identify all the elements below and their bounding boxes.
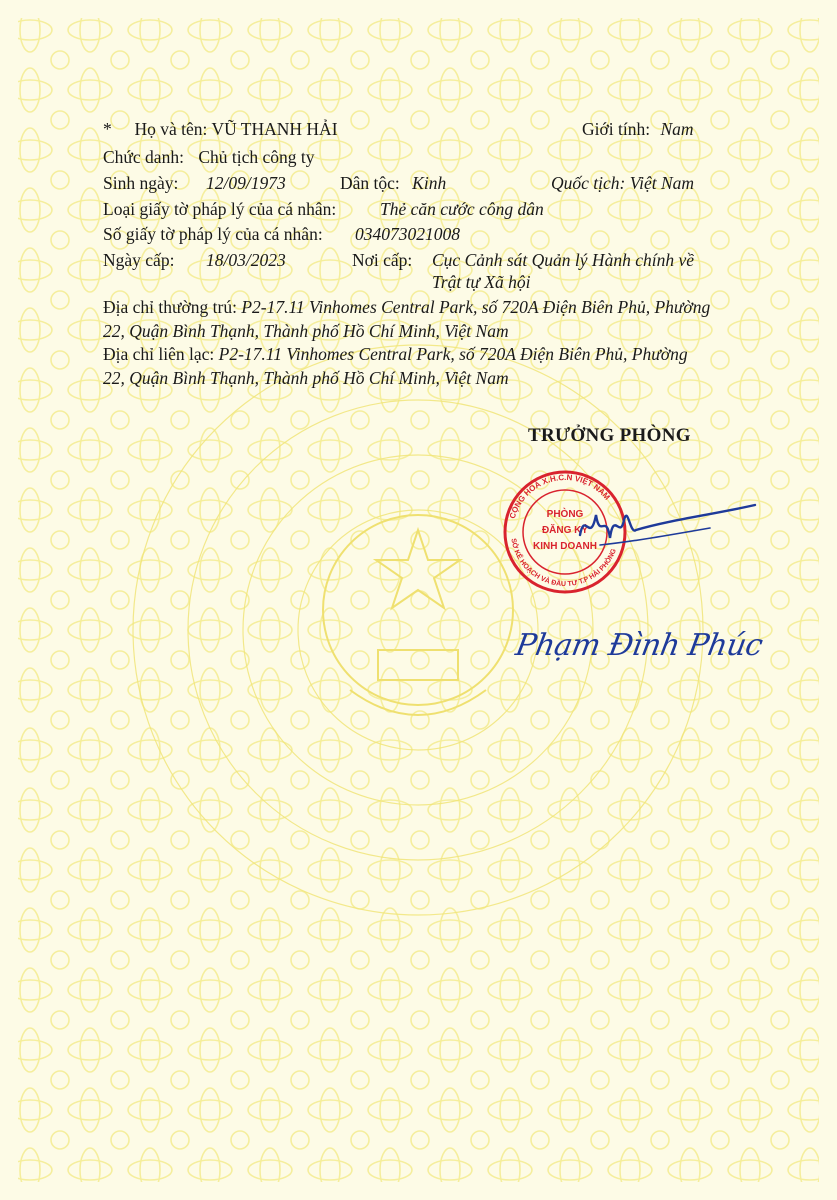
stamp-bottom-text: SỞ KẾ HOẠCH VÀ ĐẦU TƯ T.P HẢI PHÒNG [509, 537, 618, 589]
issue-date-label: Ngày cấp: [103, 250, 175, 270]
handwritten-signature-stroke [560, 490, 760, 570]
id-number-value: 034073021008 [355, 224, 460, 244]
issue-place-line2: Trật tự Xã hội [432, 272, 531, 292]
permanent-address-line2: 22, Quận Bình Thạnh, Thành phố Hồ Chí Minh, Việt Nam [103, 321, 509, 341]
gender-value: Nam [660, 119, 694, 139]
signer-title: TRƯỞNG PHÒNG [528, 425, 691, 446]
stamp-center-line1: PHÒNG [546, 509, 584, 520]
ethnicity-label: Dân tộc: [340, 173, 400, 193]
full-name: VŨ THANH HẢI [211, 119, 338, 139]
issue-date-value: 18/03/2023 [206, 250, 286, 270]
dob-label: Sinh ngày: [103, 173, 179, 193]
stamp-center-line2: ĐĂNG KÝ [541, 525, 589, 536]
id-type-label: Loại giấy tờ pháp lý của cá nhân: [103, 199, 337, 219]
name-label: Họ và tên: [134, 119, 208, 139]
permanent-address-label: Địa chỉ thường trú: [103, 297, 237, 317]
gender-label: Giới tính: [582, 119, 651, 139]
id-type-value: Thẻ căn cước công dân [380, 199, 544, 219]
stamp-top-text: CỘNG HOÀ X.H.C.N VIỆT NAM [507, 472, 612, 520]
contact-address-line1: P2-17.11 Vinhomes Central Park, số 720A Điện Biên Phủ, Phường [218, 344, 688, 364]
bullet: * [103, 119, 112, 139]
nationality: Quốc tịch: Việt Nam [551, 173, 695, 193]
signer-name: Phạm Đình Phúc [512, 628, 766, 663]
issue-place-label: Nơi cấp: [352, 250, 413, 270]
position-label: Chức danh: [103, 147, 184, 167]
permanent-address-line1: P2-17.11 Vinhomes Central Park, số 720A Điện Biên Phủ, Phường [241, 297, 711, 317]
position-value: Chủ tịch công ty [198, 147, 315, 167]
issue-place-line1: Cục Cảnh sát Quản lý Hành chính về [432, 250, 694, 270]
contact-address-label: Địa chỉ liên lạc: [103, 344, 215, 364]
id-number-label: Số giấy tờ pháp lý của cá nhân: [103, 224, 323, 244]
dob-value: 12/09/1973 [206, 173, 286, 193]
ethnicity-value: Kinh [412, 173, 447, 193]
contact-address-line2: 22, Quận Bình Thạnh, Thành phố Hồ Chí Minh, Việt Nam [103, 368, 509, 388]
stamp-center-line3: KINH DOANH [533, 541, 597, 552]
